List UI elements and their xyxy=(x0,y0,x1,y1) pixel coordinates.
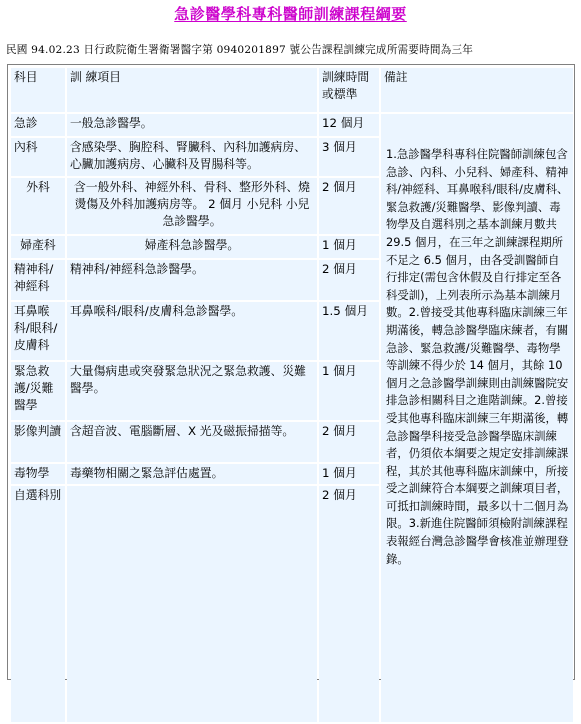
row-items: 耳鼻喉科/眼科/皮膚科急診醫學。 xyxy=(67,302,317,360)
notes-cell: 1.急診醫學科專科住院醫師訓練包含急診、內科、小兒科、婦產科、精神科/神經科、耳鼻喉科/眼科/皮膚科、緊急救護/災難醫學、影像判讀、毒物學及自選科別之基本訓練月數共 29.5 個月，在三年之訓練課程期所不足之 6.5 個月，由各受訓醫師自行排定(需包含休假及自行排定至各科受訓)，上列表所示為基本訓練月數。2.曾接受其他專科臨床訓練三年期滿後，轉急診醫學臨床練者，有關急診、緊急救護/災難醫學、毒物學等訓練不得少於 14 個月，其餘 10 個月之急診醫學訓練則由訓練醫院安排急診相關科目之進階訓練。2.曾接受其他專科臨床訓練三年期滿後，轉急診醫學科接受急診醫學臨床訓練者，仍須依本綱要之規定安排訓練課程，其於其他專科臨床訓練中，所接受之訓練符合本綱要之訓練項目者，可抵扣訓練時間，最多以十二個月為限。3.新進住院醫師須檢附訓練課程表報經台灣急診醫學會核准並辦理登錄。 xyxy=(381,114,573,722)
header-training-items: 訓 練項目 xyxy=(67,68,317,112)
table-header-row xyxy=(11,68,573,112)
header-department: 科目 xyxy=(11,68,65,112)
row-time: 2 個月 xyxy=(319,422,379,462)
curriculum-table xyxy=(9,66,575,724)
row-time: 1 個月 xyxy=(319,362,379,420)
row-time: 2 個月 xyxy=(319,178,379,234)
row-department: 內科 xyxy=(11,138,65,176)
row-department: 自選科別 xyxy=(11,486,65,722)
header-training-time: 訓練時間或標準 xyxy=(319,68,379,112)
row-items xyxy=(67,486,317,722)
row-department: 影像判讀 xyxy=(11,422,65,462)
row-department: 急診 xyxy=(11,114,65,136)
row-time: 1 個月 xyxy=(319,464,379,484)
row-department: 毒物學 xyxy=(11,464,65,484)
row-department: 外科 xyxy=(11,178,65,234)
row-time: 2 個月 xyxy=(319,260,379,300)
row-items: 婦產科急診醫學。 xyxy=(67,236,317,258)
row-department: 緊急救護/災難醫學 xyxy=(11,362,65,420)
row-time: 12 個月 xyxy=(319,114,379,136)
page-title: 急診醫學科專科醫師訓練課程綱要 xyxy=(174,5,407,23)
row-items: 含超音波、電腦斷層、X 光及磁振掃描等。 xyxy=(67,422,317,462)
row-department: 耳鼻喉科/眼科/皮膚科 xyxy=(11,302,65,360)
header-notes: 備註 xyxy=(381,68,573,112)
row-department: 精神科/神經科 xyxy=(11,260,65,300)
row-items: 大量傷病患或突發緊急狀況之緊急救護、災難醫學。 xyxy=(67,362,317,420)
row-items: 毒藥物相關之緊急評估處置。 xyxy=(67,464,317,484)
announcement-line: 民國 94.02.23 日行政院衛生署衛署醫字第 0940201897 號公告課程訓練完成所需要時間為三年 xyxy=(6,44,474,56)
row-time: 2 個月 xyxy=(319,486,379,722)
row-items: 精神科/神經科急診醫學。 xyxy=(67,260,317,300)
table-row xyxy=(11,114,573,136)
row-items: 含一般外科、神經外科、骨科、整形外科、燒燙傷及外科加護病房等。 2 個月 小兒科 小兒急診醫學。 xyxy=(67,178,317,234)
row-items: 一般急診醫學。 xyxy=(67,114,317,136)
row-department: 婦產科 xyxy=(11,236,65,258)
row-time: 1.5 個月 xyxy=(319,302,379,360)
row-time: 3 個月 xyxy=(319,138,379,176)
row-items: 含感染學、胸腔科、腎臟科、內科加護病房、心臟加護病房、心臟科及胃腸科等。 xyxy=(67,138,317,176)
row-time: 1 個月 xyxy=(319,236,379,258)
